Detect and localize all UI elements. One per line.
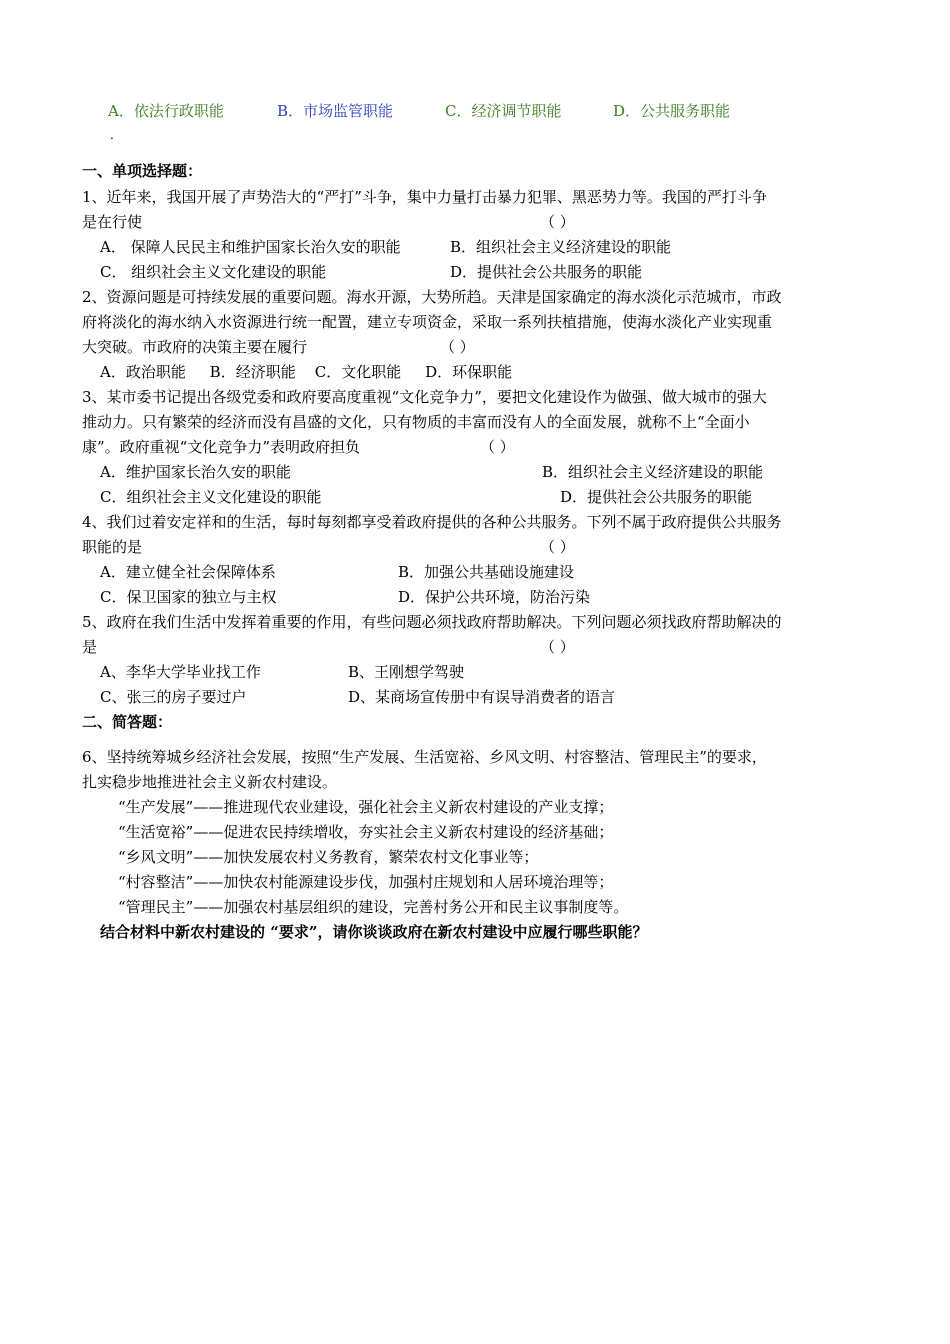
- q2-line2: 府将淡化的海水纳入水资源进行统一配置，建立专项资金，采取一系列扶植措施，使海水淡化产业实现重: [82, 313, 773, 331]
- q3-option-b: B．组织社会主义经济建设的职能: [542, 463, 764, 481]
- q6-item: “管理民主”——加强农村基层组织的建设，完善村务公开和民主议事制度等。: [118, 898, 629, 916]
- section2-title: 二、简答题：: [82, 713, 173, 731]
- q3-option-c: C．组织社会主义文化建设的职能: [100, 488, 322, 506]
- q1-answer-paren: （ ）: [540, 213, 575, 231]
- q4-line1: 4、我们过着安定祥和的生活，每时每刻都享受着政府提供的各种公共服务。下列不属于政府提供公共服务: [82, 513, 782, 531]
- q1-option-c: C． 组织社会主义文化建设的职能: [100, 263, 327, 281]
- q5-line1: 5、政府在我们生活中发挥着重要的作用，有些问题必须找政府帮助解决。下列问题必须找政府帮助解决的: [82, 613, 782, 631]
- q3-option-d: D．提供社会公共服务的职能: [560, 488, 753, 506]
- q4-answer-paren: （ ）: [540, 538, 575, 556]
- q1-line2: 是在行使: [82, 213, 143, 231]
- q2-line3: 大突破。市政府的决策主要在履行: [82, 338, 308, 356]
- q6-line1: 6、坚持统筹城乡经济社会发展，按照“生产发展、生活宽裕、乡风文明、村容整洁、管理民主”的要求，: [82, 748, 767, 766]
- q6-item: “生产发展”——推进现代农业建设，强化社会主义新农村建设的产业支撑；: [118, 798, 614, 816]
- q2-options: A．政治职能 B．经济职能 C．文化职能 D．环保职能: [100, 363, 513, 381]
- q6-item: “生活宽裕”——促进农民持续增收，夯实社会主义新农村建设的经济基础；: [118, 823, 614, 841]
- q4-option-d: D．保护公共环境，防治污染: [398, 588, 591, 606]
- q4-option-a: A．建立健全社会保障体系: [100, 563, 276, 581]
- top-option-b: B．市场监管职能: [277, 102, 394, 120]
- q5-option-c: C、张三的房子要过户: [100, 688, 247, 706]
- q5-answer-paren: （ ）: [540, 638, 575, 656]
- section1-title: 一、单项选择题：: [82, 162, 203, 180]
- q3-line1: 3、某市委书记提出各级党委和政府要高度重视“文化竞争力”，要把文化建设作为做强、做大城市的强大: [82, 388, 767, 406]
- q1-option-a: A． 保障人民民主和维护国家长治久安的职能: [100, 238, 401, 256]
- stray-dot: .: [110, 128, 114, 142]
- q3-line3: 康”。政府重视“文化竞争力”表明政府担负: [82, 438, 361, 456]
- q3-answer-paren: （ ）: [480, 438, 515, 456]
- q5-option-a: A、李华大学毕业找工作: [100, 663, 261, 681]
- q6-line2: 扎实稳步地推进社会主义新农村建设。: [82, 773, 338, 791]
- q5-option-b: B、王刚想学驾驶: [348, 663, 465, 681]
- q1-line1: 1、近年来，我国开展了声势浩大的“严打”斗争，集中力量打击暴力犯罪、黑恶势力等。我国的严打斗争: [82, 188, 767, 206]
- q5-line2: 是: [82, 638, 98, 656]
- q5-option-d: D、某商场宣传册中有误导消费者的语言: [348, 688, 616, 706]
- q2-line1: 2、资源问题是可持续发展的重要问题。海水开源，大势所趋。天津是国家确定的海水淡化示范城市，市政: [82, 288, 782, 306]
- top-option-d: D．公共服务职能: [613, 102, 731, 120]
- top-option-a: A．依法行政职能: [108, 102, 224, 120]
- q6-question: 结合材料中新农村建设的 “要求”，请你谈谈政府在新农村建设中应履行哪些职能？: [100, 923, 648, 941]
- top-option-c: C．经济调节职能: [445, 102, 562, 120]
- q6-item: “村容整洁”——加快农村能源建设步伐，加强村庄规划和人居环境治理等；: [118, 873, 614, 891]
- q3-line2: 推动力。只有繁荣的经济而没有昌盛的文化，只有物质的丰富而没有人的全面发展，就称不上“全面小: [82, 413, 750, 431]
- q4-line2: 职能的是: [82, 538, 143, 556]
- q4-option-c: C．保卫国家的独立与主权: [100, 588, 277, 606]
- q1-option-d: D．提供社会公共服务的职能: [450, 263, 643, 281]
- q2-answer-paren: （ ）: [440, 338, 475, 356]
- q1-option-b: B．组织社会主义经济建设的职能: [450, 238, 672, 256]
- q6-item: “乡风文明”——加快发展农村义务教育，繁荣农村文化事业等；: [118, 848, 539, 866]
- q3-option-a: A．维护国家长治久安的职能: [100, 463, 291, 481]
- q4-option-b: B．加强公共基础设施建设: [398, 563, 575, 581]
